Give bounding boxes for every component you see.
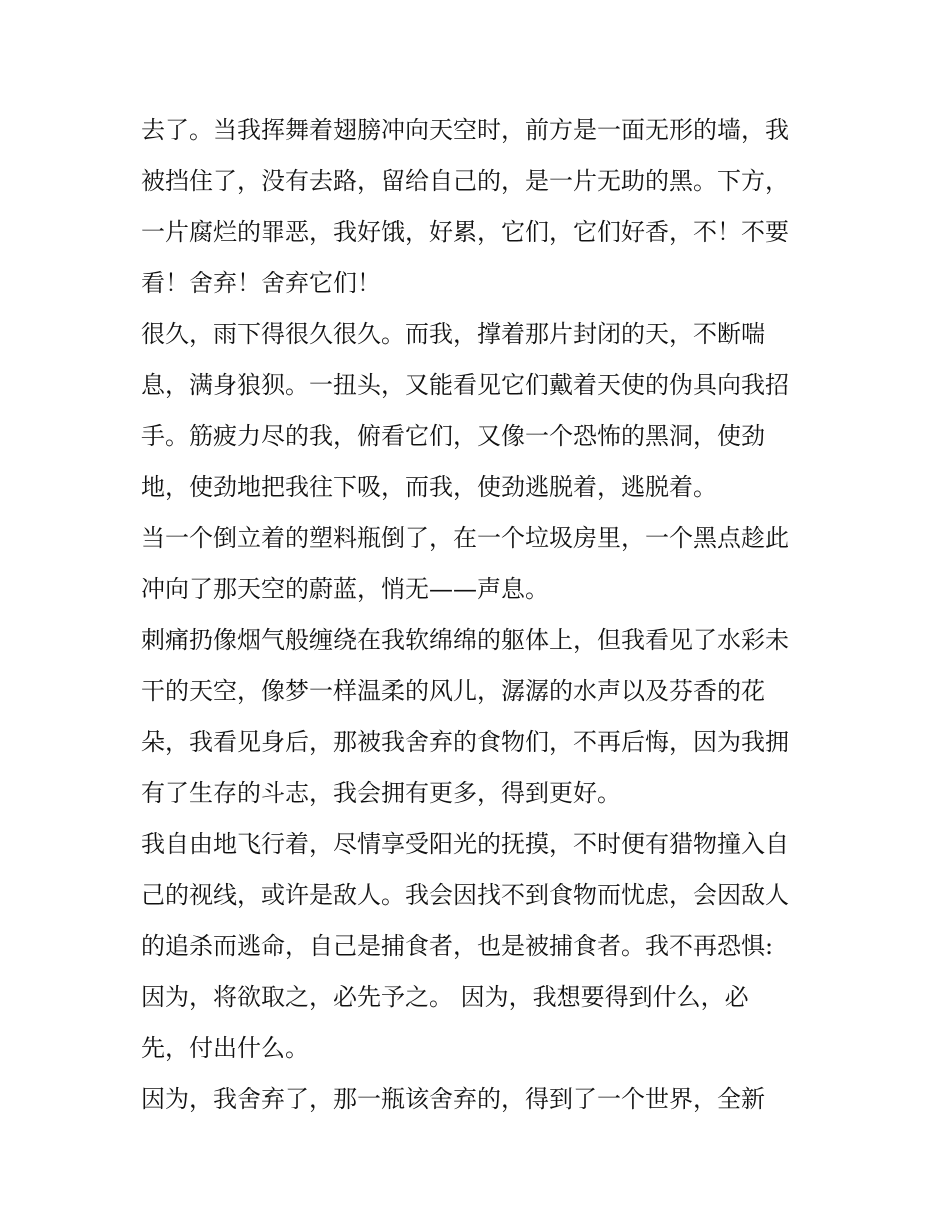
text-line: 被挡住了，没有去路，留给自己的，是一片无助的黑。下方， — [141, 167, 789, 195]
text-line: 地，使劲地把我往下吸，而我，使劲逃脱着，逃脱着。 — [141, 473, 717, 501]
text-line: 因为，将欲取之，必先予之。 因为，我想要得到什么，必 — [141, 983, 749, 1011]
text-line: 手。筋疲力尽的我，俯看它们，又像一个恐怖的黑洞，使劲 — [141, 422, 765, 450]
document-body — [141, 105, 821, 1125]
paragraph — [141, 105, 821, 309]
text-line: 先，付出什么。 — [141, 1034, 309, 1062]
paragraph — [141, 513, 821, 615]
text-line: 冲向了那天空的蔚蓝，悄无——声息。 — [141, 575, 549, 603]
text-line: 一片腐烂的罪恶，我好饿，好累，它们，它们好香，不！不要 — [141, 218, 789, 246]
text-line: 很久，雨下得很久很久。而我，撑着那片封闭的天，不断喘 — [141, 320, 765, 348]
text-line: 有了生存的斗志，我会拥有更多，得到更好。 — [141, 779, 621, 807]
paragraph — [141, 615, 821, 819]
text-line: 刺痛扔像烟气般缠绕在我软绵绵的躯体上，但我看见了水彩未 — [141, 626, 789, 654]
text-line: 因为，我舍弃了，那一瓶该舍弃的，得到了一个世界，全新 — [141, 1085, 765, 1113]
text-line: 当一个倒立着的塑料瓶倒了，在一个垃圾房里，一个黑点趁此 — [141, 524, 789, 552]
text-line: 去了。当我挥舞着翅膀冲向天空时，前方是一面无形的墙，我 — [141, 116, 789, 144]
paragraph — [141, 1074, 821, 1125]
paragraph — [141, 309, 821, 513]
text-line: 干的天空，像梦一样温柔的风儿，潺潺的水声以及芬香的花 — [141, 677, 765, 705]
text-line: 己的视线，或许是敌人。我会因找不到食物而忧虑，会因敌人 — [141, 881, 789, 909]
text-line: 我自由地飞行着，尽情享受阳光的抚摸，不时便有猎物撞入自 — [141, 830, 789, 858]
text-line: 的追杀而逃命，自己是捕食者，也是被捕食者。我不再恐惧: — [141, 932, 774, 960]
text-line: 朵，我看见身后，那被我舍弃的食物们，不再后悔，因为我拥 — [141, 728, 789, 756]
text-line: 息，满身狼狈。一扭头，又能看见它们戴着天使的伪具向我招 — [141, 371, 789, 399]
text-line: 看！舍弃！舍弃它们！ — [141, 269, 381, 297]
paragraph — [141, 819, 821, 1074]
